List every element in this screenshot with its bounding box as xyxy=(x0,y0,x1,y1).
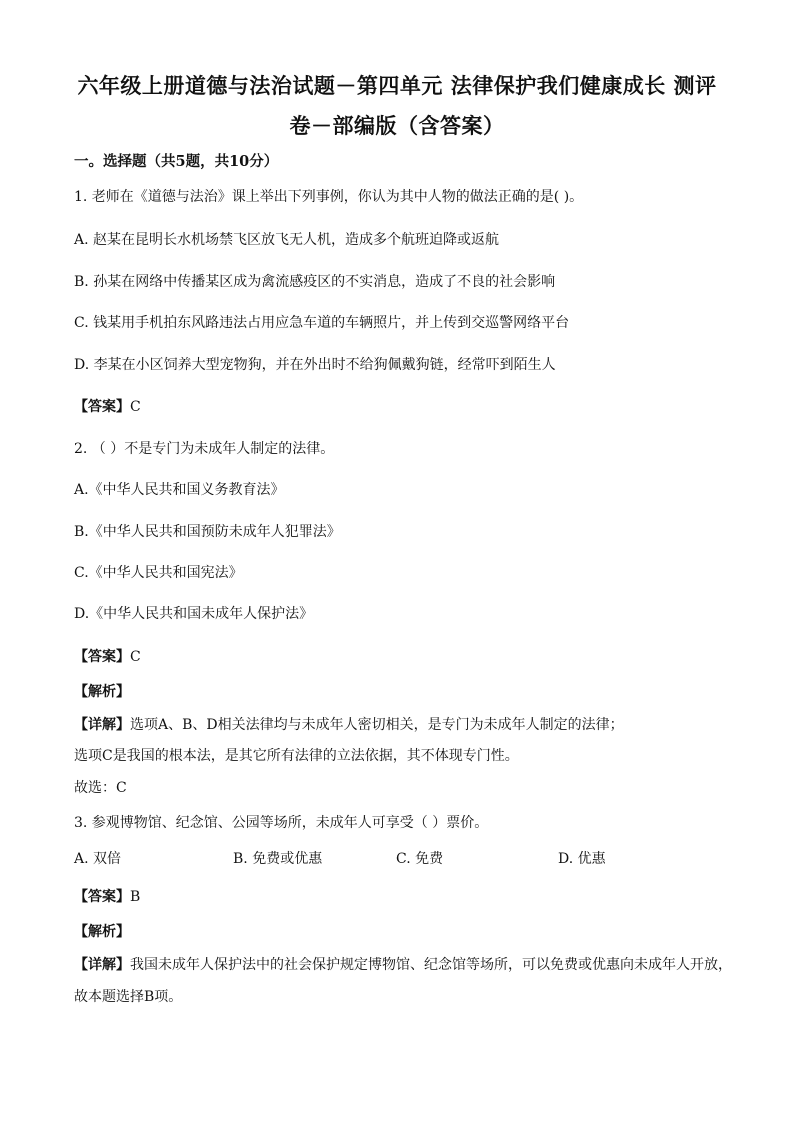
question-3-analysis-label xyxy=(74,921,130,941)
question-3-detail-line-1 xyxy=(74,954,732,974)
exam-title-line-1: 六年级上册道德与法治试题－第四单元 法律保护我们健康成长 测评 xyxy=(77,73,717,98)
question-2-option-c: C.《中华人民共和国宪法》 xyxy=(74,565,243,581)
answer-value: C xyxy=(130,649,141,665)
question-3-answer xyxy=(74,886,140,906)
analysis-label: 【解析】 xyxy=(74,924,130,940)
exam-title-line-2: 卷－部编版（含答案） xyxy=(289,113,505,138)
detail-label: 【详解】 xyxy=(74,957,130,973)
question-2-option-d: D.《中华人民共和国未成年人保护法》 xyxy=(74,606,314,622)
answer-value: B xyxy=(130,889,141,905)
analysis-label: 【解析】 xyxy=(74,684,130,700)
question-2-detail-line-1 xyxy=(74,714,624,734)
question-2-option-a: A.《中华人民共和国义务教育法》 xyxy=(74,482,285,498)
question-2-detail-line-2: 选项C是我国的根本法，是其它所有法律的立法依据，其不体现专门性。 xyxy=(74,748,519,764)
question-3-option-d: D. 优惠 xyxy=(558,851,606,867)
answer-label: 【答案】 xyxy=(74,649,130,665)
detail-text: 选项A、B、D相关法律均与未成年人密切相关，是专门为未成年人制定的法律； xyxy=(130,717,624,733)
question-1-option-d: D. 李某在小区饲养大型宠物狗，并在外出时不给狗佩戴狗链，经常吓到陌生人 xyxy=(74,357,556,373)
question-1-answer xyxy=(74,396,141,416)
answer-label: 【答案】 xyxy=(74,399,130,415)
question-2-option-b: B.《中华人民共和国预防未成年人犯罪法》 xyxy=(74,524,341,540)
question-2-stem: 2. （ ）不是专门为未成年人制定的法律。 xyxy=(74,441,335,457)
answer-value: C xyxy=(130,399,141,415)
section-heading: 一。选择题（共5题，共10分） xyxy=(74,153,279,170)
question-2-analysis-label xyxy=(74,681,130,701)
question-1-option-c: C. 钱某用手机拍东风路违法占用应急车道的车辆照片，并上传到交巡警网络平台 xyxy=(74,315,570,331)
question-1-stem: 1. 老师在《道德与法治》课上举出下列事例，你认为其中人物的做法正确的是( )。 xyxy=(74,189,584,205)
detail-text: 我国未成年人保护法中的社会保护规定博物馆、纪念馆等场所，可以免费或优惠向未成年人开放， xyxy=(130,957,732,973)
question-1-option-b: B. 孙某在网络中传播某区成为禽流感疫区的不实消息，造成了不良的社会影响 xyxy=(74,274,556,290)
question-2-answer xyxy=(74,646,141,666)
question-2-detail-line-3: 故选：C xyxy=(74,780,127,796)
detail-label: 【详解】 xyxy=(74,717,130,733)
question-1-option-a: A. 赵某在昆明长水机场禁飞区放飞无人机，造成多个航班迫降或返航 xyxy=(74,232,500,248)
question-3-stem: 3. 参观博物馆、纪念馆、公园等场所，未成年人可享受（ ）票价。 xyxy=(74,815,489,831)
answer-label: 【答案】 xyxy=(74,889,130,905)
question-3-option-a: A. 双倍 xyxy=(74,851,122,867)
question-3-option-c: C. 免费 xyxy=(396,851,444,867)
question-3-detail-line-2: 故本题选择B项。 xyxy=(74,989,183,1005)
question-3-option-b: B. 免费或优惠 xyxy=(233,851,323,867)
